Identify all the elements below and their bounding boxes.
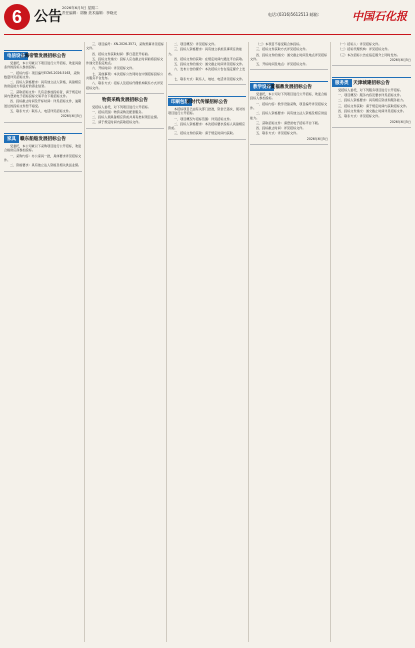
category-tag: 家具 — [4, 135, 19, 143]
announcement-paragraph: 三、招标文件获取方式详见招标文件。 — [256, 47, 309, 52]
announcement-title: 上海帝管发展招标公告 — [20, 54, 66, 59]
block-divider — [332, 65, 411, 66]
announcement-block — [250, 73, 328, 145]
announcement-paragraph: 四、投标文件递交：递交截止时间详见招标文件。 — [338, 108, 407, 113]
announcement-block — [86, 42, 164, 94]
announcement-block — [168, 42, 246, 85]
announcement-paragraph: （二）本项目不接受联合体投标。 — [256, 42, 303, 46]
announcement-title: 赣东船舶发展招标公告 — [20, 137, 66, 143]
announcement-block — [4, 42, 82, 122]
announcement-paragraph: 六、开标时间：详见招标文件。 — [92, 66, 136, 71]
announcement-paragraph: 一、招标范围：物资采购及配套服务。 — [92, 109, 145, 114]
announcement-paragraph: 二、投标人资格要求：具有独立法人资格及相应供货能力。 — [250, 111, 328, 120]
announcement-date: 2026年6月5日 — [389, 119, 411, 124]
block-divider — [168, 84, 246, 85]
announcement-paragraph: 二、投标人资格要求：具有独立法人资格，具备相应的供货能力和良好的商业信誉。 — [4, 80, 82, 89]
category-tag: 电信设备 — [4, 52, 28, 60]
announcement-paragraph: 二、投标人资格要求：具有相应资质和服务能力。 — [338, 98, 407, 103]
announcement-paragraph: 一、项目概况与招标范围：详见招标文件。 — [174, 116, 233, 121]
announcement-paragraph: 七、其他事项：本次招标公告同时在中国招标投标公共服务平台发布。 — [86, 71, 164, 81]
announcement-paragraph: 三、获取招标文件：请登录电子招标平台下载。 — [256, 120, 321, 125]
block-divider — [86, 128, 164, 129]
block-divider — [4, 122, 82, 123]
announcement-paragraph: 一、招标内容：教学设备采购，项目编号详见招标文件。 — [250, 101, 328, 110]
announcement-paragraph: 三、获取招标文件：凡有意参加投标者，请于规定时间内登录电子招标投标交易平台下载招标文件。 — [4, 89, 82, 99]
column-divider — [84, 42, 85, 642]
column-divider — [166, 42, 167, 642]
announcement-paragraph: 受招标人委托，对下列项目进行公开招标。 — [92, 104, 151, 109]
announcement-paragraph: 二、投标人资格要求：本次招标要求投标人具备相应资质。 — [168, 121, 246, 131]
block-divider — [332, 127, 411, 128]
announcement-paragraph: （一）招标人：详见招标文件。 — [338, 42, 382, 46]
column-5 — [332, 42, 411, 642]
announcement-paragraph: （三）本次招标公告在指定媒介上同时发布。 — [338, 52, 400, 57]
announcement-paragraph: 二、投标人须具备相应资质并具有类似项目业绩。 — [92, 115, 161, 120]
announcement-paragraph: 三、请于规定时间内获取招标文件。 — [92, 120, 142, 125]
block-divider — [250, 144, 328, 145]
announcement-paragraph: 五、投标文件的递交：递交截止时间详见招标文件。 — [174, 62, 246, 67]
announcement-paragraph: 受招标人委托，对下列服务项目进行公开招标。 — [338, 87, 403, 92]
announcement-paragraph: 五、联系方式：详见招标文件。 — [338, 114, 382, 119]
announcement-paragraph: 受委托，本公司就以下项目进行公开招标，欢迎具备条件的投标人参加投标。 — [4, 61, 82, 70]
announcement-paragraph: 一、采购内容：办公家具一批，具体要求详见招标文件。 — [4, 153, 82, 163]
announcement-paragraph: 三、招标文件的获取：请于规定时间内获取。 — [174, 131, 236, 136]
announcement-paragraph: 二、资格要求：具有独立法人资格及相关供货业绩。 — [10, 163, 82, 168]
newspaper-masthead: 中国石化报 — [352, 10, 407, 23]
page-number: 6 — [4, 4, 30, 30]
announcement-paragraph: 三、项目编号：XN-2026-3571，采购预算详见招标文件。 — [86, 42, 164, 51]
announcement-block — [86, 97, 164, 129]
announcement-paragraph: 一、招标内容：项目编号ECNS-2026-5163，采购数量详见招标文件。 — [4, 70, 80, 79]
announcement-paragraph: 三、招标文件获取：请于规定时间内获取招标文件。 — [338, 103, 410, 108]
column-divider — [330, 42, 331, 642]
announcement-paragraph: 四、招标文件的获取：在规定时间内通过平台获取。 — [174, 56, 246, 61]
column-1 — [4, 42, 82, 642]
announcement-paragraph: 七、联系方式：联系人、地址、电话详见招标文件。 — [174, 77, 246, 82]
announcement-paragraph: 五、联系方式：联系人、电话详见招标文件。 — [10, 108, 72, 113]
category-tag: 服务类 — [332, 79, 352, 87]
header-rule — [4, 34, 411, 35]
issue-date: 2026年6月5日 星期二 — [62, 6, 99, 10]
announcement-title: 宁夏福鼎发展招标公告 — [266, 85, 312, 91]
announcement-date: 2026年6月5日 — [389, 57, 411, 62]
announcement-paragraph: （二）招标代理机构：详见招标文件。 — [338, 47, 391, 52]
column-4 — [250, 42, 328, 642]
announcement-paragraph: 本招标项目已由有关部门批准，资金已落实，现对该项目进行公开招标。 — [168, 106, 246, 116]
page-header — [0, 0, 415, 38]
announcement-block — [4, 125, 82, 171]
announcement-title: 新时代传媒招标公告 — [186, 99, 228, 105]
announcement-date: 2026年6月5日 — [60, 114, 82, 119]
column-2 — [86, 42, 164, 642]
announcement-paragraph: 四、投标文件的递交：递交截止时间及地点详见招标文件。 — [250, 52, 328, 61]
announcement-paragraph: 二、项目概况：详见招标文件。 — [174, 42, 218, 46]
announcement-paragraph: 四、招标文件获取时间：即日起至开标前。 — [92, 51, 151, 56]
issue-meta — [62, 6, 117, 16]
category-tag: 印刷包装 — [168, 98, 192, 106]
announcement-paragraph: 五、联系方式：详见招标文件。 — [256, 131, 300, 136]
announcement-paragraph: 五、开标时间及地点：详见招标文件。 — [256, 62, 309, 67]
block-divider — [250, 69, 328, 70]
announcement-paragraph: 一、项目概况：服务内容及要求详见招标文件。 — [338, 93, 403, 98]
category-tag: 教学设备 — [250, 83, 274, 91]
announcement-paragraph: 三、投标人资格要求：具有独立承担民事责任的能力。 — [168, 47, 243, 56]
announcement-paragraph: 六、发布公告的媒介：本次招标公告在指定媒介上发布。 — [168, 67, 246, 76]
announcement-paragraph: 五、投标文件递交：投标人应在截止时间前将投标文件递交至指定地点。 — [86, 56, 164, 66]
announcement-date: 2026年6月5日 — [306, 136, 328, 141]
column-divider — [248, 42, 249, 642]
announcement-paragraph: 八、联系方式：招标人及招标代理机构联系方式详见招标文件。 — [86, 81, 164, 90]
announcement-paragraph: 四、投标截止时间：详见招标文件。 — [256, 126, 306, 131]
announcement-paragraph: 受委托，本公司就以下采购项目进行公开招标，欢迎合格供应商参加投标。 — [4, 144, 82, 153]
announcement-block — [332, 69, 411, 128]
announcement-block — [168, 88, 246, 139]
announcement-block — [250, 42, 328, 70]
announcement-block — [332, 42, 411, 66]
column-3 — [168, 42, 246, 642]
editor-credits: 责任编辑：胡楠 美术编辑：李晓光 — [62, 11, 118, 15]
announcement-title: 天津城建招标公告 — [353, 80, 390, 86]
block-divider — [86, 93, 164, 94]
contact-hotline: 电话:(0316)5612513 邮箱: — [267, 12, 319, 17]
block-divider — [4, 171, 82, 172]
announcement-paragraph: 四、投标截止时间及开标时间：详见招标文件，逾期送达的投标文件恕不接受。 — [4, 99, 82, 108]
announcement-paragraph: 受委托，本公司对下列项目进行公开招标，欢迎合格投标人参加投标。 — [250, 92, 328, 101]
block-divider — [168, 139, 246, 140]
section-title: 公告 — [34, 9, 62, 25]
announcement-title: 物资采购发展招标公告 — [102, 97, 148, 103]
